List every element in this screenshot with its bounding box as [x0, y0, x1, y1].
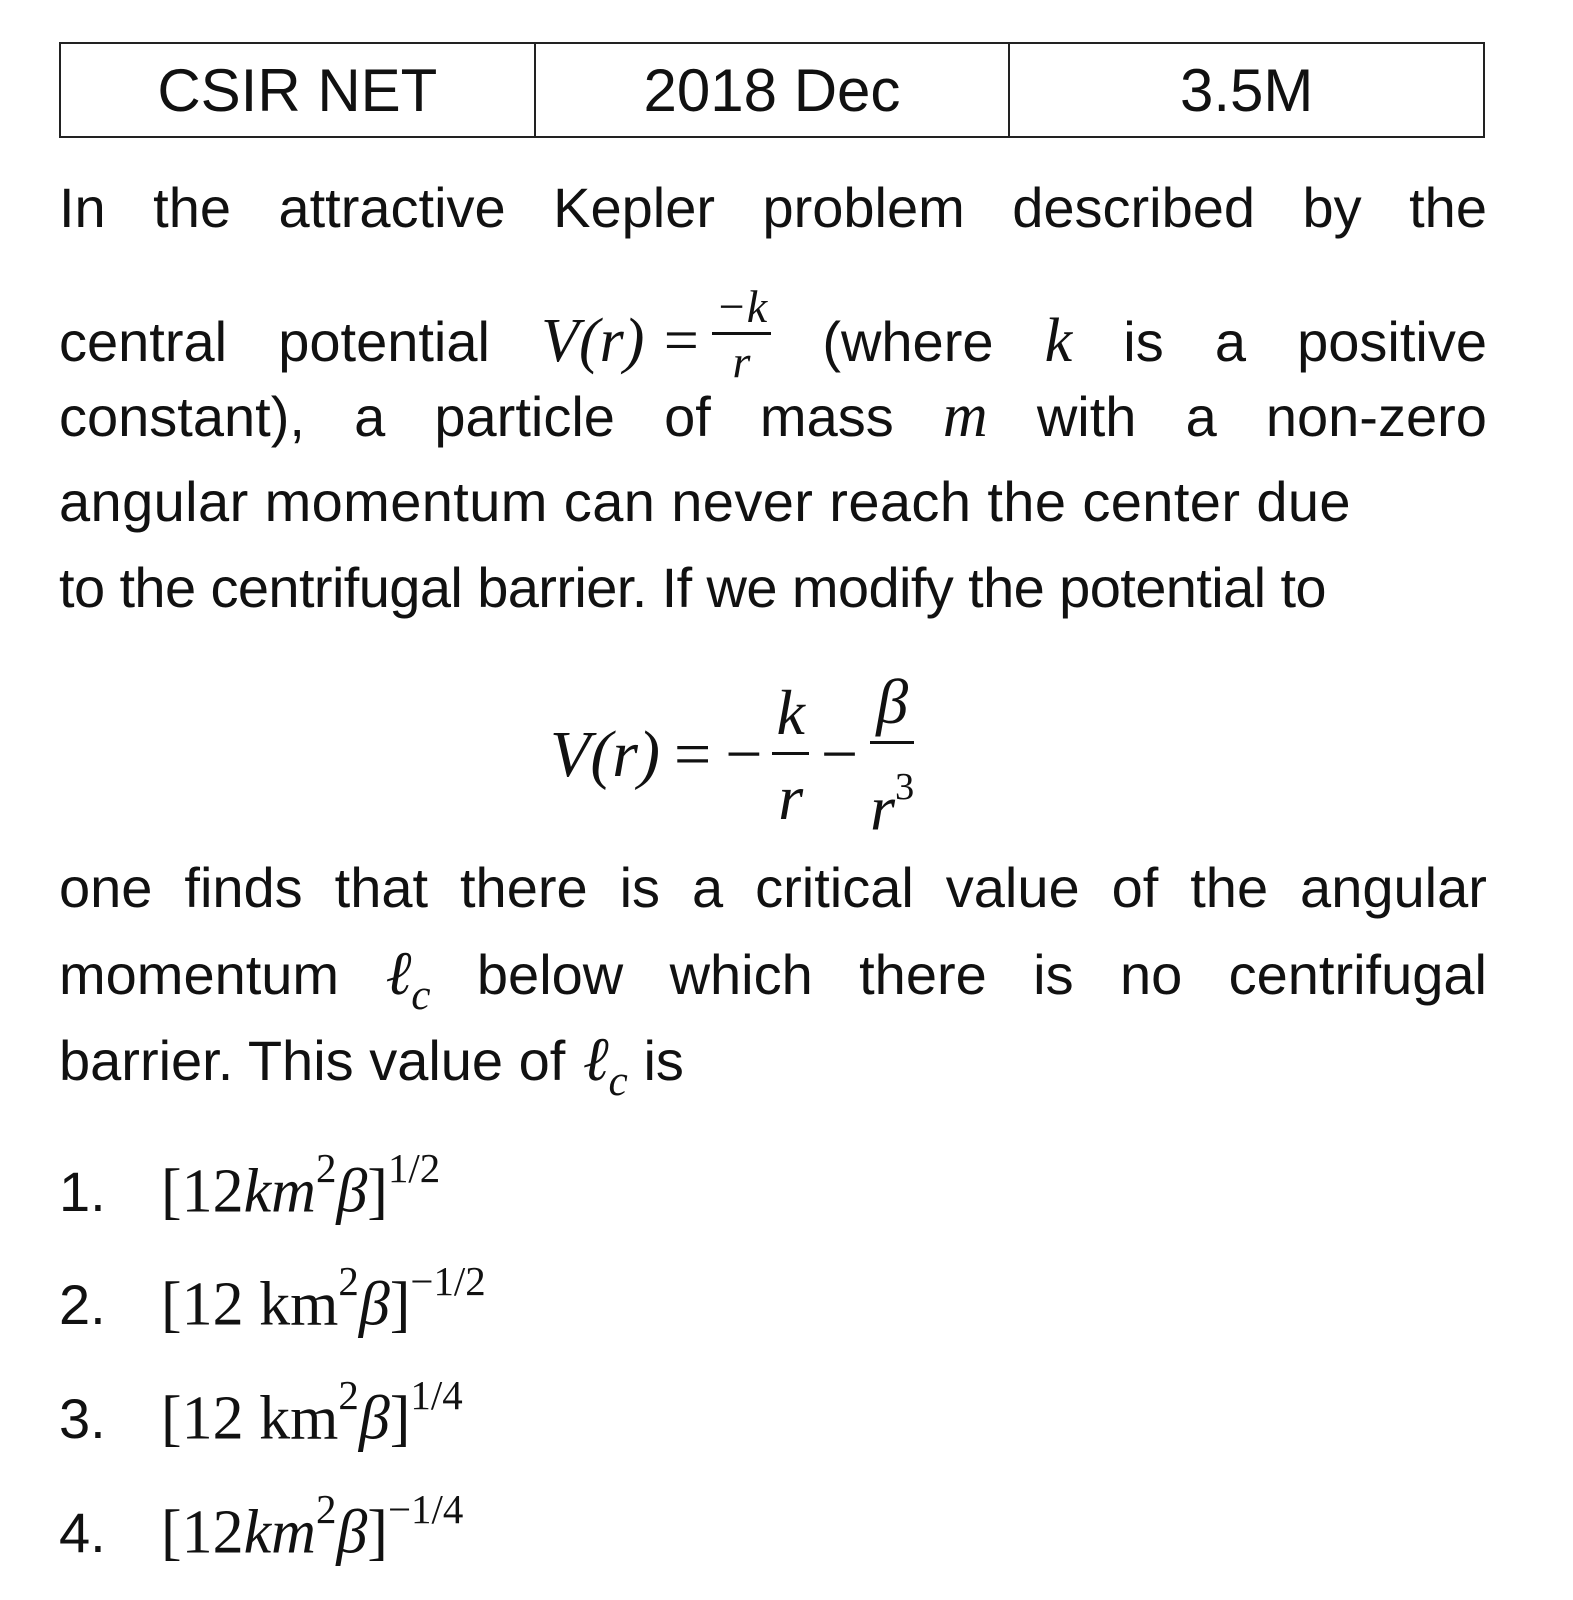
- option-number: 2.: [59, 1273, 106, 1337]
- word: finds: [184, 856, 303, 919]
- question-line-7: [59, 940, 1487, 1025]
- word: is: [1033, 943, 1074, 1006]
- header-table: [59, 42, 1485, 138]
- word: the: [1190, 856, 1269, 919]
- expr-square: 2: [338, 1373, 359, 1418]
- option-4[interactable]: [59, 1486, 463, 1568]
- expr-close-bracket: ]: [389, 1384, 411, 1453]
- line-text: is: [643, 1029, 684, 1092]
- word: angular: [1300, 856, 1487, 919]
- expr-square: 2: [338, 1259, 359, 1304]
- fraction-numerator: −k: [715, 281, 768, 332]
- expr-square: 2: [315, 1146, 337, 1191]
- option-1[interactable]: [59, 1145, 440, 1227]
- word: of: [664, 385, 711, 448]
- expr-close-bracket: ]: [389, 1270, 411, 1339]
- marks-cell: 3.5M: [1009, 43, 1484, 137]
- expr-close-bracket: ]: [367, 1498, 388, 1567]
- word: attractive: [278, 176, 506, 239]
- expr-variable: km: [243, 1157, 316, 1226]
- fraction-bar: [772, 752, 808, 755]
- word: by: [1302, 176, 1362, 239]
- word: there: [859, 943, 987, 1006]
- fraction-numerator: β: [876, 665, 909, 737]
- expr-exponent: −1/4: [387, 1487, 464, 1532]
- word: constant),: [59, 385, 305, 448]
- word: a: [1185, 385, 1217, 448]
- word: the: [153, 176, 232, 239]
- word: below: [476, 943, 624, 1006]
- exam-name-cell: CSIR NET: [60, 43, 535, 137]
- expr-square: 2: [315, 1487, 337, 1532]
- expr-exponent: −1/2: [410, 1259, 486, 1304]
- option-number: 4.: [59, 1501, 106, 1565]
- variable-l: ℓ: [385, 940, 412, 1008]
- expr-exponent: 1/4: [410, 1373, 463, 1418]
- word: potential: [278, 309, 490, 373]
- expr-beta: β: [336, 1498, 368, 1567]
- option-2[interactable]: [59, 1258, 486, 1340]
- potential-lhs: V(r) =: [541, 306, 702, 375]
- fraction-denominator: r: [732, 336, 751, 387]
- variable-m: m: [942, 382, 988, 450]
- fraction-numerator: k: [776, 676, 805, 748]
- word: one: [59, 856, 153, 919]
- question-line-4: [59, 472, 1487, 532]
- expr-beta: β: [358, 1384, 390, 1453]
- word: described: [1012, 176, 1256, 239]
- exam-session-cell: 2018 Dec: [535, 43, 1010, 137]
- expr-base: [12 km: [161, 1384, 339, 1453]
- word: there: [460, 856, 588, 919]
- equals-sign: =: [673, 718, 712, 791]
- word: of: [1111, 856, 1159, 919]
- fraction-denominator: [870, 756, 915, 844]
- word: value: [945, 856, 1080, 919]
- variable-l: ℓ: [582, 1026, 609, 1094]
- expr-beta: β: [358, 1270, 390, 1339]
- variable-subscript: c: [608, 1057, 628, 1106]
- expr-base: [12: [161, 1157, 244, 1226]
- equation-lhs: V(r): [550, 718, 660, 791]
- option-number: 3.: [59, 1387, 106, 1451]
- question-line-1: [59, 178, 1487, 238]
- word: positive: [1297, 309, 1487, 373]
- minus-sign: −: [820, 718, 859, 791]
- word: In: [59, 176, 106, 239]
- word: central: [59, 309, 228, 373]
- option-expression: [161, 1258, 486, 1340]
- line-text: barrier. This value of: [59, 1029, 566, 1092]
- expr-beta: β: [336, 1157, 368, 1226]
- denominator-exponent: 3: [894, 765, 915, 808]
- option-number: 1.: [59, 1160, 106, 1224]
- word: that: [334, 856, 429, 919]
- minus-sign: −: [725, 718, 763, 791]
- line-text: angular momentum can never reach the center due: [59, 470, 1351, 533]
- word: with: [1036, 385, 1137, 448]
- question-line-6: [59, 858, 1487, 918]
- option-expression: [161, 1145, 440, 1227]
- expr-variable: km: [243, 1498, 316, 1567]
- fraction-k-over-r: [772, 676, 808, 833]
- word: problem: [762, 176, 965, 239]
- word: the: [1409, 176, 1487, 239]
- expr-close-bracket: ]: [367, 1157, 388, 1226]
- word: no: [1119, 943, 1183, 1006]
- option-expression: [161, 1486, 463, 1568]
- expr-base: [12: [161, 1498, 244, 1567]
- option-expression: [161, 1372, 463, 1454]
- word: particle: [434, 385, 615, 448]
- word: mass: [759, 385, 894, 448]
- word: critical: [755, 856, 914, 919]
- modified-potential-equation: [550, 665, 920, 844]
- word: (where: [822, 309, 994, 373]
- fraction-bar: [712, 332, 771, 335]
- question-line-2: [59, 281, 1487, 391]
- fraction-beta-over-r-cubed: [870, 665, 915, 844]
- variable-k: k: [1044, 306, 1073, 375]
- variable-l-c: [385, 940, 431, 1025]
- fraction-bar: [870, 741, 914, 744]
- word: which: [669, 943, 813, 1006]
- word: Kepler: [553, 176, 715, 239]
- word: is: [1123, 309, 1164, 373]
- line-text: to the centrifugal barrier. If we modify the potential to: [59, 556, 1326, 619]
- word: a: [354, 385, 386, 448]
- option-3[interactable]: [59, 1372, 463, 1454]
- word: non-zero: [1265, 385, 1487, 448]
- variable-l-c: [582, 1026, 628, 1111]
- variable-subscript: c: [411, 971, 431, 1020]
- word: a: [1214, 309, 1246, 373]
- inline-potential-formula: [541, 281, 771, 391]
- question-line-5: [59, 558, 1487, 618]
- word: is: [619, 856, 661, 919]
- word: centrifugal: [1228, 943, 1487, 1006]
- denominator-base: r: [870, 772, 895, 844]
- word: momentum: [59, 943, 340, 1006]
- inline-fraction: [712, 281, 771, 387]
- word: a: [692, 856, 724, 919]
- expr-exponent: 1/2: [387, 1146, 441, 1191]
- question-line-3: [59, 382, 1487, 450]
- question-line-8: [59, 1026, 1487, 1111]
- fraction-denominator: r: [778, 761, 804, 833]
- expr-base: [12 km: [161, 1270, 339, 1339]
